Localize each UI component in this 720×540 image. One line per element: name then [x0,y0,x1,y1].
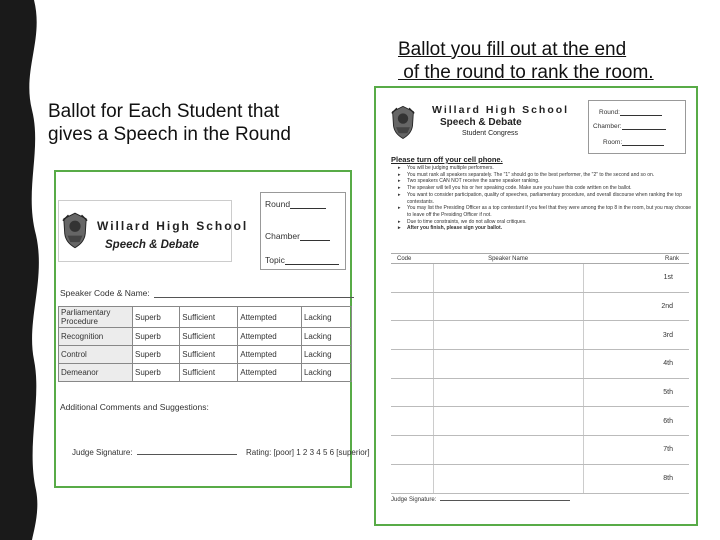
criteria-table [58,306,352,382]
speaker-cell [433,464,583,493]
criteria-option: Superb [133,307,180,328]
speaker-cell [433,264,583,293]
judging-rules-list [398,165,696,232]
rank-header: Rank [583,254,689,264]
code-cell [391,264,433,293]
chamber-field: Chamber [265,231,330,241]
code-header: Code [391,254,433,264]
rule-item: ▸ The speaker will tell you his or her speaking code. Make sure you have this code written on the ballot. [398,185,696,192]
rank-cell: 4th [583,350,689,379]
speaker-code-field: Speaker Code & Name: [60,288,354,298]
criteria-option: Sufficient [180,307,238,328]
criteria-option: Lacking [301,346,351,364]
ranking-table [391,253,689,494]
round-info-box [588,100,686,154]
speaker-cell [433,436,583,465]
left-caption-line1: Ballot for Each Student that [48,101,280,122]
ranking-row [391,436,689,465]
rule-item: ▸ You must rank all speakers separately. The "1" should go to the best performer, the "2" to the second and so on. [398,172,696,179]
event-name: Student Congress [462,130,519,137]
rule-item: ▸ You may list the Presiding Officer as a top contestant if you feel that they were among the top 8 in the room, but you may choose to leave off the Presiding Officer if not. [398,205,696,218]
rule-item: ▸ After you finish, please sign your ballot. [398,225,696,232]
criteria-option: Sufficient [180,328,238,346]
ranking-table-header [391,254,689,264]
criteria-row [59,364,352,382]
speaker-cell [433,378,583,407]
speaker-cell [433,350,583,379]
criteria-row [59,328,352,346]
ranking-row [391,292,689,321]
speaker-cell [433,321,583,350]
criteria-option: Lacking [301,364,351,382]
speaker-header: Speaker Name [433,254,583,264]
round-field: Round [265,199,326,209]
room-field: Room: [603,139,664,146]
rank-cell: 8th [583,464,689,493]
rank-cell: 2nd [583,292,689,321]
ranking-row [391,264,689,293]
judge-signature-field: Judge Signature: [391,497,570,503]
program-name: Speech & Debate [105,239,199,251]
school-name: Willard High School [432,104,570,116]
code-cell [391,378,433,407]
comments-label: Additional Comments and Suggestions: [60,402,209,412]
criteria-option: Attempted [238,346,302,364]
cell-phone-notice: Please turn off your cell phone. [391,155,503,164]
code-cell [391,350,433,379]
right-caption-line1: Ballot you fill out at the end [398,39,627,60]
round-field: Round: [599,109,662,116]
left-caption-line2: gives a Speech in the Round [48,124,291,145]
rule-item: ▸ Due to time constraints, we do not allow oral critiques. [398,219,696,226]
crest-icon [390,104,416,140]
criteria-row [59,346,352,364]
criteria-label: Control [59,346,133,364]
rank-cell: 7th [583,436,689,465]
school-logo-banner [58,200,249,262]
school-logo-banner [388,102,570,142]
rule-item: ▸ You will be judging multiple performers. [398,165,696,172]
rank-cell: 6th [583,407,689,436]
criteria-label: Demeanor [59,364,133,382]
code-cell [391,321,433,350]
code-cell [391,407,433,436]
code-cell [391,292,433,321]
congress-ballot-image [374,86,698,526]
criteria-row [59,307,352,328]
criteria-option: Attempted [238,307,302,328]
round-info-box [260,192,346,270]
criteria-option: Attempted [238,364,302,382]
rule-item: ▸ Two speakers CAN NOT receive the same speaker ranking. [398,178,696,185]
speaker-cell [433,407,583,436]
rule-item: ▸ You want to consider participation, quality of speeches, parliamentary procedure, and overall discourse when ranking the top contestants. [398,192,696,205]
school-name: Willard High School [97,219,249,233]
rating-scale: Rating: [poor] 1 2 3 4 5 6 [superior] [246,448,370,457]
criteria-option: Attempted [238,328,302,346]
criteria-label: Parliamentary Procedure [59,307,133,328]
criteria-option: Superb [133,346,180,364]
right-caption [398,38,654,84]
judge-signature-field: Judge Signature: [72,448,237,457]
left-border-decoration [0,0,50,540]
speaker-cell [433,292,583,321]
criteria-option: Superb [133,364,180,382]
code-cell [391,436,433,465]
speech-ballot-image [54,170,370,488]
ranking-row [391,407,689,436]
program-name: Speech & Debate [440,117,522,128]
ranking-row [391,378,689,407]
criteria-option: Lacking [301,328,351,346]
criteria-option: Superb [133,328,180,346]
criteria-option: Lacking [301,307,351,328]
left-caption [48,100,291,146]
rank-cell: 5th [583,378,689,407]
right-caption-line2: of the round to rank the room. [398,62,654,83]
chamber-field: Chamber: [593,123,666,130]
ranking-row [391,321,689,350]
criteria-option: Sufficient [180,346,238,364]
ranking-row [391,464,689,493]
rank-cell: 3rd [583,321,689,350]
criteria-option: Sufficient [180,364,238,382]
rank-cell: 1st [583,264,689,293]
code-cell [391,464,433,493]
ranking-row [391,350,689,379]
criteria-label: Recognition [59,328,133,346]
crest-icon [61,209,89,251]
topic-field: Topic [265,255,339,265]
